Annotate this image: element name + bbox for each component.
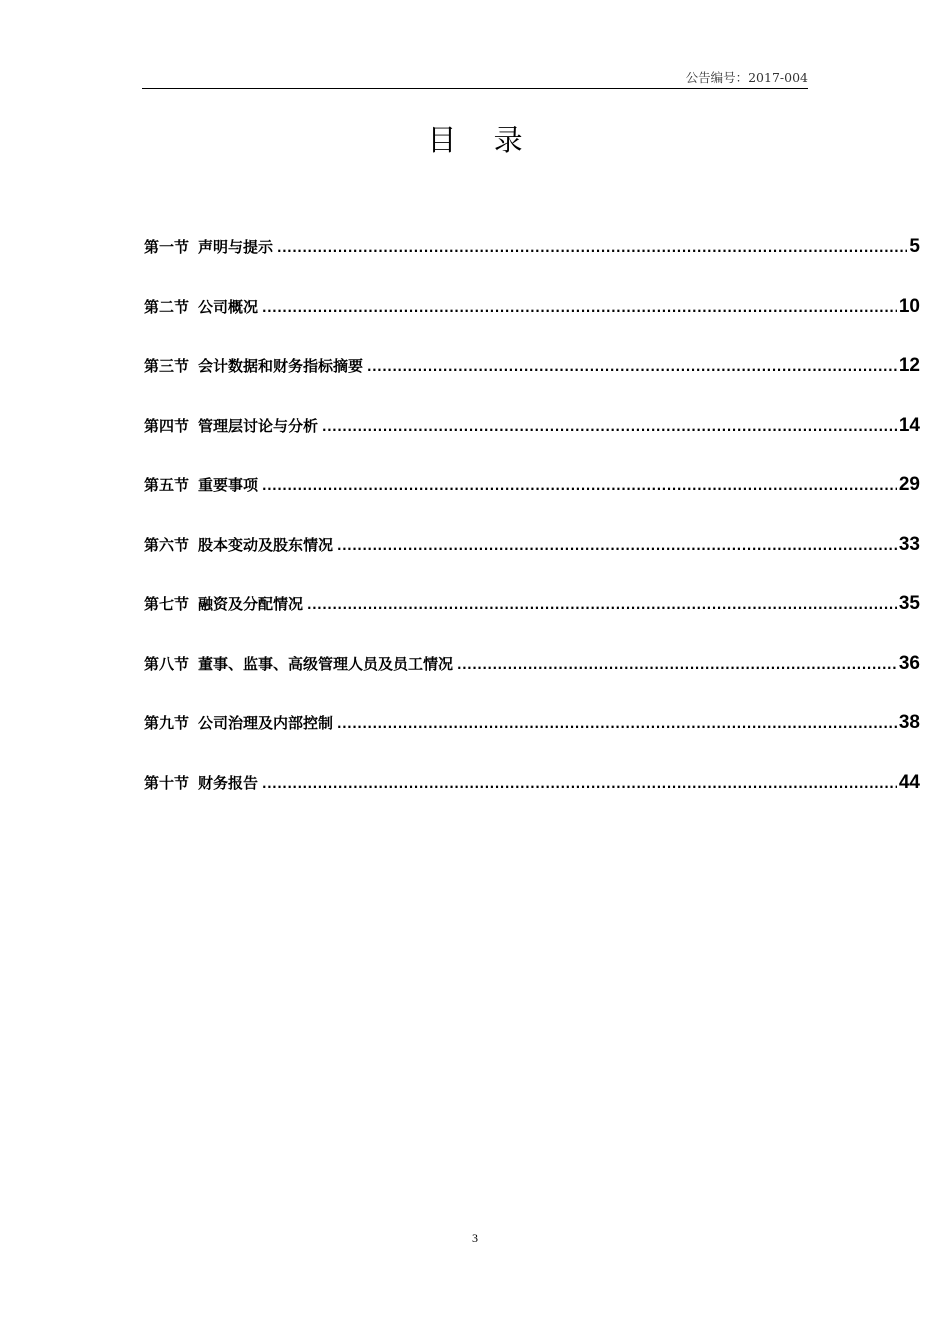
- table-of-contents: [144, 236, 920, 831]
- toc-section-number: 第九节: [144, 714, 190, 732]
- toc-entry[interactable]: [144, 474, 920, 534]
- toc-dot-leader: [367, 360, 897, 374]
- toc-entry[interactable]: [144, 534, 920, 594]
- toc-entry[interactable]: [144, 712, 920, 772]
- toc-page-number: 33: [898, 533, 920, 555]
- toc-section-title: 管理层讨论与分析: [198, 416, 319, 435]
- toc-section-title: 董事、监事、高级管理人员及员工情况: [198, 654, 454, 673]
- toc-section-title: 公司概况: [198, 297, 259, 316]
- toc-dot-leader: [337, 539, 897, 553]
- toc-section-number: 第六节: [144, 535, 190, 554]
- toc-page-number: 44: [898, 771, 920, 793]
- toc-dot-leader: [262, 301, 897, 315]
- toc-dot-leader: [277, 241, 907, 255]
- toc-section-number: 第五节: [144, 476, 190, 494]
- toc-section-title: 财务报告: [198, 773, 259, 792]
- toc-section-title: 融资及分配情况: [198, 595, 304, 613]
- toc-section-number: 第二节: [144, 297, 190, 316]
- toc-section-number: 第四节: [144, 416, 190, 435]
- toc-dot-leader: [262, 777, 897, 791]
- toc-page-number: 5: [909, 236, 920, 257]
- toc-entry[interactable]: [144, 593, 920, 653]
- toc-dot-leader: [307, 598, 897, 612]
- toc-entry[interactable]: [144, 653, 920, 713]
- toc-entry[interactable]: [144, 415, 920, 475]
- page-title: 目 录: [427, 123, 537, 157]
- toc-section-title: 会计数据和财务指标摘要: [198, 357, 364, 375]
- toc-page-number: 29: [898, 474, 920, 495]
- toc-section-title: 声明与提示: [198, 238, 274, 256]
- announcement-number: 公告编号：2017-004: [685, 70, 808, 85]
- toc-section-number: 第八节: [144, 654, 190, 673]
- toc-entry[interactable]: [144, 296, 920, 356]
- toc-section-title: 公司治理及内部控制: [198, 714, 334, 732]
- toc-page-number: 35: [898, 593, 920, 614]
- toc-section-title: 重要事项: [198, 476, 259, 494]
- toc-dot-leader: [457, 658, 897, 672]
- toc-entry[interactable]: [144, 772, 920, 832]
- toc-entry[interactable]: [144, 236, 920, 296]
- toc-page-number: 36: [898, 652, 920, 674]
- toc-section-number: 第三节: [144, 357, 190, 375]
- toc-section-number: 第七节: [144, 595, 190, 613]
- toc-dot-leader: [337, 717, 897, 731]
- toc-entry[interactable]: [144, 355, 920, 415]
- toc-dot-leader: [262, 479, 897, 493]
- toc-page-number: 10: [898, 295, 920, 317]
- toc-section-title: 股本变动及股东情况: [198, 535, 334, 554]
- toc-section-number: 第一节: [144, 238, 190, 256]
- toc-page-number: 38: [898, 712, 920, 733]
- page-header: [142, 66, 808, 89]
- toc-section-number: 第十节: [144, 773, 190, 792]
- toc-page-number: 14: [898, 414, 920, 436]
- toc-dot-leader: [322, 420, 897, 434]
- page-footer-number: 3: [472, 1231, 478, 1245]
- toc-page-number: 12: [898, 355, 920, 376]
